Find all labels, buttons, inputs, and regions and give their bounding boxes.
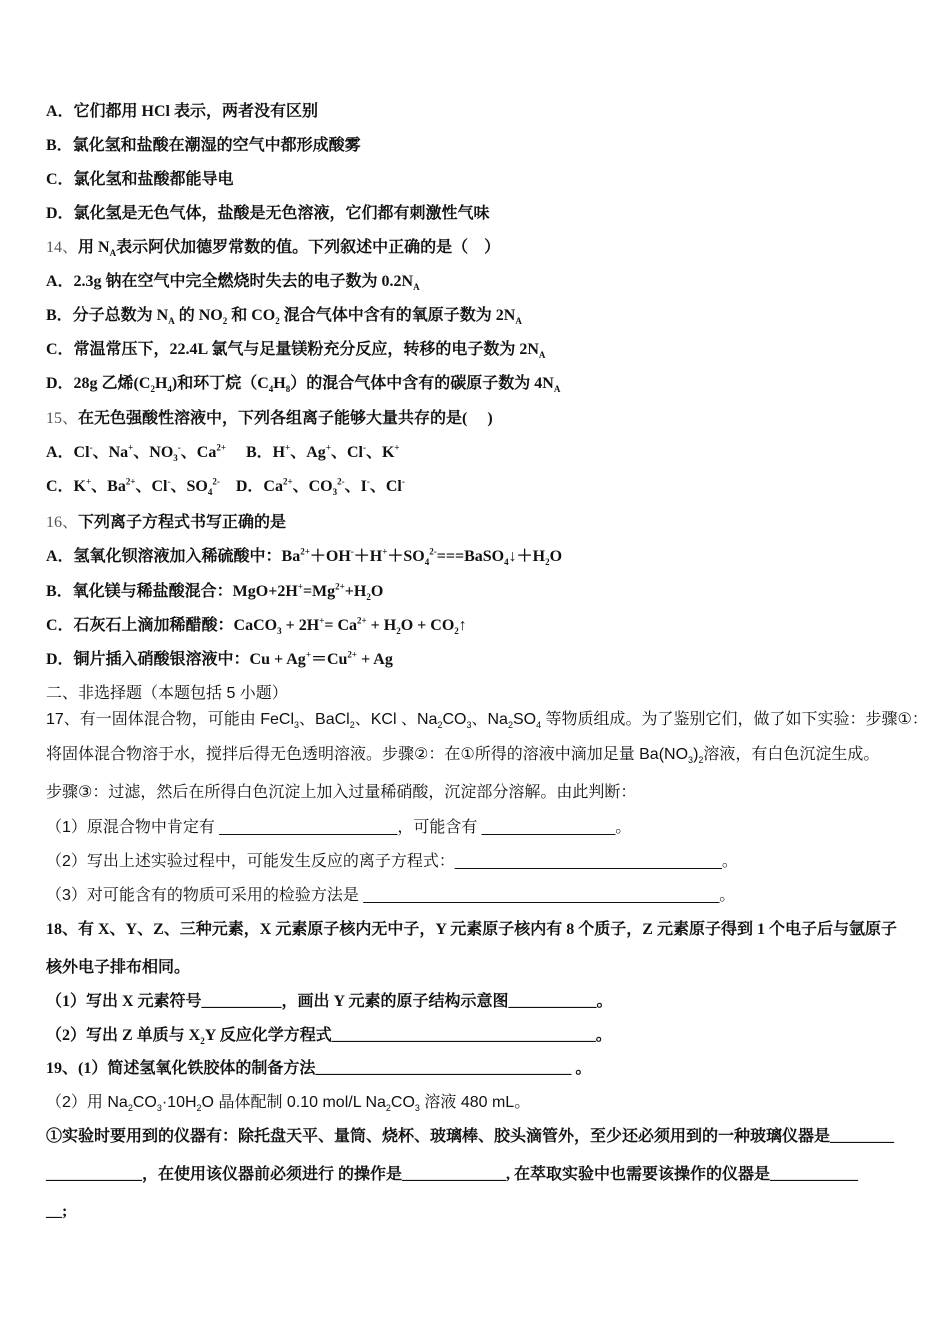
text-run: 核外电子排布相同。 [46,959,191,976]
subscript: 3 [294,720,300,731]
subscript: A [553,384,561,395]
subscript: 3 [688,755,694,766]
text-run: 19、(1）简述氢氧化铁胶体的制备方法________________________________ 。 [46,1060,592,1077]
superscript: + [394,442,400,453]
document-line [46,710,928,730]
text-run: 和 CO [227,307,276,324]
document-line [46,684,288,704]
document-line [46,238,500,258]
text-run: 等物质组成。为了鉴别它们，做了如下实验：步骤①： [541,711,928,728]
text-run: 、I [344,478,367,495]
document-line [46,818,631,838]
text-run: B．分子总数为 N [46,307,169,324]
text-run: ____________，在使用该仪器前必须进行 的操作是_____________, 在萃取实验中也需要该操作的仪器是___________ [46,1166,859,1183]
subscript: 2 [196,1103,202,1114]
text-run: + 2H [281,617,320,634]
document-line [46,513,286,533]
text-run: H [273,375,286,392]
document-line [46,204,490,224]
text-run: +H [344,583,367,600]
subscript: 4 [268,384,274,395]
text-run: 用 N [78,239,110,256]
text-run: D．Ca [219,478,283,495]
document-line [46,992,613,1012]
subscript: A [538,350,546,361]
text-run: C．K [46,478,87,495]
superscript: + [297,581,303,592]
subscript: 2 [507,720,513,731]
subscript: 3 [173,453,178,464]
text-run: )和环丁烷（C [171,375,269,392]
document-line [46,1026,612,1046]
text-run: （1）原混合物中肯定有 ____________________，可能含有 _______________。 [46,819,632,836]
text-run: C．常温常压下，22.4L 氯气与足量镁粉充分反应，转移的电子数为 2N [46,341,539,358]
text-run: B．H [225,444,286,461]
subscript: 2 [454,626,459,637]
superscript: - [350,546,354,557]
subscript: 2 [275,316,280,327]
superscript: + [86,476,92,487]
subscript: 2 [150,384,155,395]
document-line [46,616,467,636]
text-run: ＋OH [309,548,351,565]
text-run: O + CO [400,617,455,634]
text-run: 溶液，有白色沉淀生成。 [703,746,880,763]
document-line [46,340,545,360]
superscript: - [362,442,366,453]
text-run: （2）用 Na [46,1094,128,1111]
subscript: 2 [200,1036,205,1047]
superscript: 2+ [357,615,367,626]
document-line [46,170,234,190]
subscript: 2 [396,626,401,637]
text-run: ①实验时要用到的仪器有：除托盘天平、量筒、烧杯、玻璃棒、胶头滴管外，至少还必须用到的一种玻璃仪器是________ [46,1128,895,1145]
text-run: O [549,548,563,565]
superscript: - [401,476,405,487]
text-run: CO [390,1094,415,1111]
subscript: 3 [414,1103,420,1114]
subscript: 2 [127,1103,133,1114]
text-run: Y 反应化学方程式_________________________________。 [204,1027,612,1044]
superscript: 2+ [125,476,136,487]
document-line [46,958,190,978]
text-run: A．它们都用 HCl 表示，两者没有区别 [46,103,319,120]
subscript: 2 [437,720,443,731]
document-line [46,102,318,122]
superscript: - [89,442,93,453]
text-run: 、SO [170,478,208,495]
superscript: 2+ [335,581,345,592]
superscript: - [366,476,370,487]
document-line [46,443,400,463]
text-run: O 晶体配制 0.10 mol/L Na [201,1094,386,1111]
superscript: + [325,442,331,453]
text-run: 、KCl 、Na [354,711,438,728]
subscript: 4 [167,384,172,395]
subscript: 3 [156,1103,162,1114]
subscript: A [109,248,117,259]
superscript: 2- [212,476,220,487]
text-run: O [370,583,384,600]
question-number: 14、 [46,239,79,256]
text-run: CO [442,711,467,728]
superscript: + [382,546,388,557]
question-number: 15、 [46,410,79,427]
text-run: B．氯化氢和盐酸在潮湿的空气中都形成酸雾 [46,137,361,154]
subscript: 8 [285,384,291,395]
subscript: 2 [366,592,371,603]
text-run: （1）写出 X 元素符号__________，画出 Y 元素的原子结构示意图___________。 [46,993,613,1010]
text-run: CO [132,1094,157,1111]
text-run: 、Na [92,444,129,461]
text-run: 二、非选择题（本题包括 5 小题） [46,685,288,702]
superscript: 2+ [347,649,358,660]
document-line [46,852,738,872]
superscript: + [128,442,134,453]
text-run: + Ag [357,651,393,668]
document-line [46,783,636,803]
subscript: A [168,316,175,327]
document-line [46,1202,67,1222]
subscript: 3 [466,720,472,731]
text-run: D．28g 乙烯(C [46,375,151,392]
text-run: 步骤③：过滤，然后在所得白色沉淀上加入过量稀硝酸，沉淀部分溶解。由此判断： [46,784,637,801]
text-run: ) [693,746,699,763]
superscript: + [305,649,311,660]
document-line [46,886,735,906]
document-line [46,477,405,497]
document-line [46,1093,530,1113]
subscript: 4 [207,487,213,498]
text-run: = Ca [324,617,357,634]
document-line [46,306,522,326]
text-run: A．Cl [46,444,90,461]
subscript: 4 [536,720,542,731]
subscript: A [515,316,522,327]
text-run: 、Ag [290,444,326,461]
text-run: （2）写出 Z 单质与 X [46,1027,201,1044]
text-run: 、K [365,444,395,461]
subscript: 4 [504,557,509,568]
text-run: 18、有 X、Y、Z、三种元素，X 元素原子核内无中子，Y 元素原子核内有 8 个质子，Z 元素原子得到 1 个电子后与氩原子 [46,921,897,938]
superscript: + [285,442,291,453]
question-number: 16、 [46,514,79,531]
text-run: ＋SO [387,548,425,565]
superscript: 2- [337,476,345,487]
text-run: __; [46,1203,68,1220]
subscript: 2 [222,316,228,327]
text-run: D．氯化氢是无色气体，盐酸是无色溶液，它们都有刺激性气味 [46,205,490,222]
document-line [46,1059,591,1079]
text-run: 、BaCl [299,711,350,728]
superscript: - [167,476,171,487]
text-run: SO [512,711,537,728]
text-run: 、Cl [330,444,363,461]
document-line [46,920,897,940]
document-line [46,582,383,602]
text-run: ＋H [353,548,383,565]
text-run: ）的混合气体中含有的碳原子数为 4N [290,375,554,392]
subscript: 4 [424,557,430,568]
document-line [46,1127,894,1147]
text-run: B．氧化镁与稀盐酸混合：MgO+2H [46,583,298,600]
text-run: ·10H [161,1094,197,1111]
superscript: - [177,442,181,453]
text-run: ===BaSO [436,548,505,565]
text-run: 、NO [133,444,174,461]
text-run: 、Na [471,711,508,728]
text-run: 、Cl [135,478,168,495]
document-line [46,136,361,156]
text-run: 、Ca [180,444,217,461]
text-run: ＝Cu [310,651,348,668]
document-line [46,1165,858,1185]
text-run: A．2.3g 钠在空气中完全燃烧时失去的电子数为 0.2N [46,273,414,290]
text-run: C．石灰石上滴加稀醋酸：CaCO [46,617,278,634]
text-run: （3）对可能含有的物质可采用的检验方法是 ________________________________________。 [46,887,736,904]
document-line [46,374,560,394]
text-run: 溶液 480 mL。 [419,1094,531,1111]
text-run: 将固体混合物溶于水，搅拌后得无色透明溶液。步骤②：在①所得的溶液中滴加足量 Ba(NO [46,746,689,763]
text-run: 17、有一固体混合物，可能由 FeCl [46,711,295,728]
subscript: 2 [385,1103,391,1114]
text-run: 的 NO [174,307,223,324]
text-run: ↓＋H [508,548,546,565]
text-run: 、Ba [91,478,126,495]
text-run: 表示阿伏加德罗常数的值。下列叙述中正确的是（ ） [116,239,501,256]
text-run: 、Cl [369,478,402,495]
subscript: 2 [349,720,355,731]
superscript: + [319,615,325,626]
subscript: 3 [332,487,338,498]
text-run: H [154,375,168,392]
text-run: C．氯化氢和盐酸都能导电 [46,171,234,188]
subscript: 2 [545,557,550,568]
document-line [46,745,879,765]
text-run: （2）写出上述实验过程中，可能发生反应的离子方程式：______________________________。 [46,853,738,870]
text-run: =Mg [302,583,336,600]
document-line [46,547,562,567]
superscript: 2+ [216,442,226,453]
subscript: 3 [277,626,282,637]
superscript: 2- [429,546,437,557]
document-line [46,409,493,429]
text-run: 、CO [292,478,333,495]
subscript: A [413,282,420,293]
text-run: D．铜片插入硝酸银溶液中：Cu + Ag [46,651,306,668]
text-run: 混合气体中含有的氧原子数为 2N [279,307,516,324]
text-run: A．氢氧化钡溶液加入稀硫酸中：Ba [46,548,301,565]
subscript: 2 [698,755,704,766]
superscript: 2+ [300,546,310,557]
text-run: 下列离子方程式书写正确的是 [78,514,287,531]
superscript: 2+ [282,476,293,487]
text-run: + H [366,617,397,634]
document-line [46,272,420,292]
document-line [46,650,393,670]
text-run: ↑ [458,617,467,634]
text-run: 在无色强酸性溶液中，下列各组离子能够大量共存的是( ) [78,410,493,427]
